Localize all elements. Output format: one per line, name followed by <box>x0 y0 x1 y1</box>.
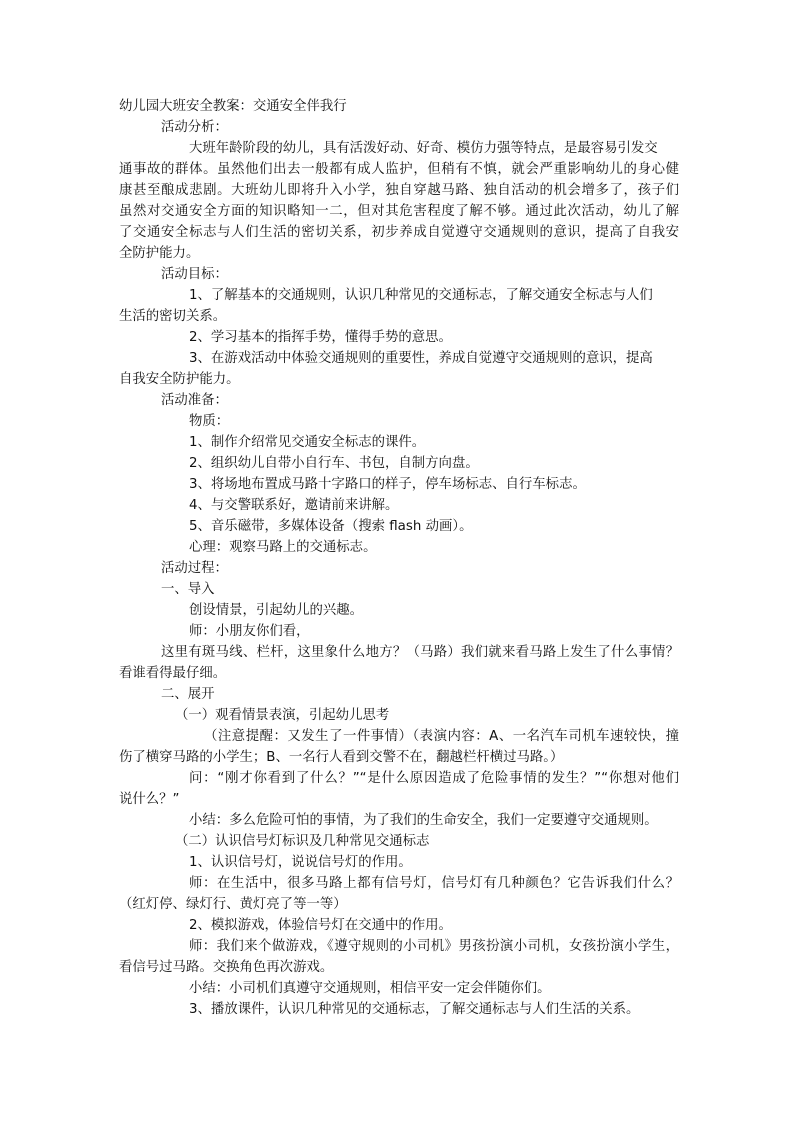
part2-teacher1-line-2: （红灯停、绿灯行、黄灯亮了等一等） <box>119 897 347 912</box>
part1-line-4: 看谁看得最仔细。 <box>119 666 227 681</box>
part2-teacher2-line-1: 师：我们来个做游戏，《遵守规则的小司机》男孩扮演小司机，女孩扮演小学生， <box>189 939 679 954</box>
part2-summary-1: 小结：多么危险可怕的事情，为了我们的生命安全，我们一定要遵守交通规则。 <box>189 813 658 828</box>
analysis-line-2: 通事故的群体。虽然他们出去一般都有成人监护，但稍有不慎，就会严重影响幼儿的身心健 <box>119 162 679 177</box>
analysis-line-5: 了交通安全标志与人们生活的密切关系，初步养成自觉遵守交通规则的意识，提高了自我安 <box>119 225 679 240</box>
part1-heading: 一、导入 <box>161 582 215 597</box>
part1-line-2: 师：小朋友你们看， <box>189 624 310 639</box>
prep-heading: 活动准备： <box>161 393 228 408</box>
prep-item-3: 3、将场地布置成马路十字路口的样子，停车场标志、自行车标志。 <box>189 477 586 492</box>
doc-title: 幼儿园大班安全教案：交通安全伴我行 <box>119 99 347 114</box>
part2-teacher2-line-2: 看信号过马路。交换角色再次游戏。 <box>119 960 334 975</box>
part2-step-1: 1、认识信号灯，说说信号灯的作用。 <box>189 855 412 870</box>
goal-line-3: 2、学习基本的指挥手势，懂得手势的意思。 <box>189 330 452 345</box>
part1-line-3: 这里有斑马线、栏杆，这里象什么地方？（马路）我们就来看马路上发生了什么事情？ <box>161 645 679 660</box>
part1-line-1: 创设情景，引起幼儿的兴趣。 <box>189 603 364 618</box>
part2-heading: 二、展开 <box>161 687 215 702</box>
part2-question-2: 说什么？” <box>119 792 180 807</box>
part2-note-1: （注意提醒：又发生了一件事情）（表演内容：A、一名汽车司机车速较快，撞 <box>204 729 679 744</box>
analysis-line-6: 全防护能力。 <box>119 246 200 261</box>
part2-sub2: （二）认识信号灯标识及几种常见交通标志 <box>175 834 430 849</box>
part2-step-2: 2、模拟游戏，体验信号灯在交通中的作用。 <box>189 918 452 933</box>
part2-question-1: 问：“刚才你看到了什么？”“是什么原因造成了危险事情的发生？”“你想对他们 <box>189 771 679 786</box>
analysis-line-4: 虽然对交通安全方面的知识略知一二，但对其危害程度了解不够。通过此次活动，幼儿了解 <box>119 204 679 219</box>
goal-line-2: 生活的密切关系。 <box>119 309 227 324</box>
analysis-heading: 活动分析： <box>161 120 228 135</box>
part2-sub1: （一）观看情景表演，引起幼儿思考 <box>175 708 390 723</box>
analysis-line-3: 康甚至酿成悲剧。大班幼儿即将升入小学，独自穿越马路、独自活动的机会增多了，孩子们 <box>119 183 679 198</box>
part2-note-2: 伤了横穿马路的小学生；B、一名行人看到交警不在，翻越栏杆横过马路。） <box>119 750 564 765</box>
prep-item-5: 5、音乐磁带，多媒体设备（搜索 flash 动画）。 <box>189 519 473 534</box>
part2-summary-2: 小结：小司机们真遵守交通规则，相信平安一定会伴随你们。 <box>189 981 551 996</box>
process-heading: 活动过程： <box>161 561 228 576</box>
goal-line-4: 3、在游戏活动中体验交通规则的重要性，养成自觉遵守交通规则的意识，提高 <box>189 351 653 366</box>
analysis-line-1: 大班年龄阶段的幼儿，具有活泼好动、好奇、模仿力强等特点，是最容易引发交 <box>189 141 658 156</box>
goals-heading: 活动目标： <box>161 267 228 282</box>
part2-step-3: 3、播放课件，认识几种常见的交通标志，了解交通标志与人们生活的关系。 <box>189 1002 640 1017</box>
prep-item-1: 1、制作介绍常见交通安全标志的课件。 <box>189 435 426 450</box>
prep-mental: 心理：观察马路上的交通标志。 <box>189 540 377 555</box>
prep-material-label: 物质： <box>189 414 230 429</box>
goal-line-1: 1、了解基本的交通规则，认识几种常见的交通标志，了解交通安全标志与人们 <box>189 288 653 303</box>
prep-item-4: 4、与交警联系好，邀请前来讲解。 <box>189 498 399 513</box>
prep-item-2: 2、组织幼儿自带小自行车、书包，自制方向盘。 <box>189 456 479 471</box>
goal-line-5: 自我安全防护能力。 <box>119 372 240 387</box>
part2-teacher1-line-1: 师：在生活中，很多马路上都有信号灯，信号灯有几种颜色？它告诉我们什么？ <box>189 876 679 891</box>
